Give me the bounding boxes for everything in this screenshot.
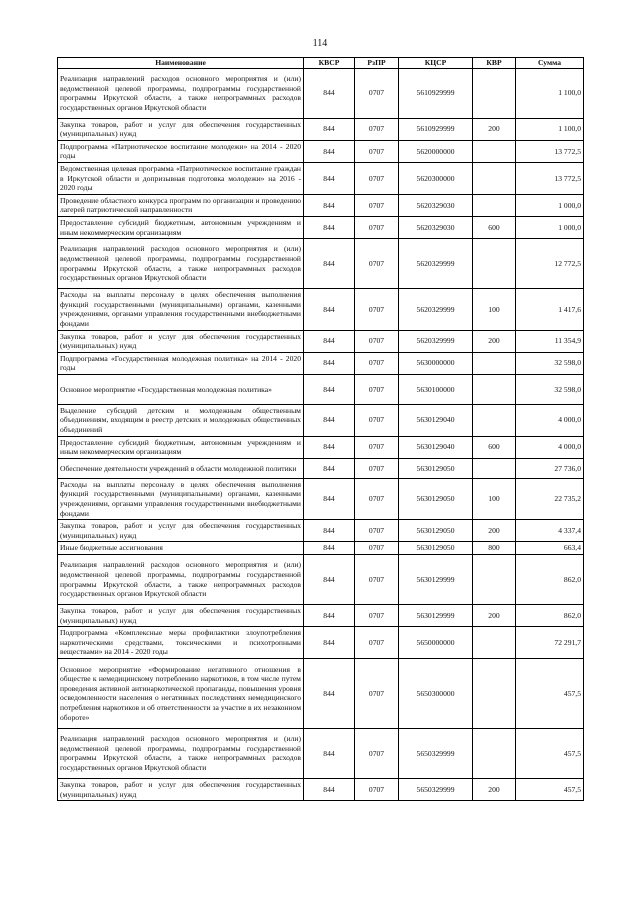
row-kcsr-cell: 5650000000 <box>399 627 473 659</box>
row-kvr-cell <box>473 728 516 778</box>
row-rzpr-cell: 0707 <box>355 118 399 140</box>
row-kvr-cell <box>473 140 516 162</box>
table-row <box>58 542 584 555</box>
budget-table-container <box>57 57 583 801</box>
row-name-cell: Предоставление субсидий бюджетным, автономным учреждениям и иным некоммерческим организациям <box>58 436 304 458</box>
table-row <box>58 289 584 330</box>
row-name-cell: Закупка товаров, работ и услуг для обеспечения государственных (муниципальных) нужд <box>58 605 304 627</box>
row-kvr-cell: 200 <box>473 330 516 352</box>
row-rzpr-cell: 0707 <box>355 520 399 542</box>
row-kvsr-cell: 844 <box>304 404 355 436</box>
row-sum-cell: 4 000,0 <box>516 404 584 436</box>
row-kvsr-cell: 844 <box>304 658 355 728</box>
row-name-cell: Подпрограмма «Патриотическое воспитание молодежи» на 2014 - 2020 годы <box>58 140 304 162</box>
row-sum-cell: 457,5 <box>516 658 584 728</box>
row-name-cell: Предоставление субсидий бюджетным, автономным учреждениям и иным некоммерческим организациям <box>58 216 304 238</box>
row-name-cell: Реализация направлений расходов основного мероприятия и (или) ведомственной целевой программы, подпрограммы государственной программы Иркутской области, а также непрограммных расходов государственных органов Иркутской области <box>58 68 304 118</box>
row-rzpr-cell: 0707 <box>355 162 399 194</box>
row-kvr-cell: 600 <box>473 436 516 458</box>
row-sum-cell: 72 291,7 <box>516 627 584 659</box>
row-name-cell: Закупка товаров, работ и услуг для обеспечения государственных (муниципальных) нужд <box>58 520 304 542</box>
row-rzpr-cell: 0707 <box>355 330 399 352</box>
table-row <box>58 478 584 519</box>
row-kvr-cell: 200 <box>473 520 516 542</box>
table-row <box>58 216 584 238</box>
row-name-cell: Основное мероприятие «Государственная молодежная политика» <box>58 374 304 404</box>
row-kvsr-cell: 844 <box>304 68 355 118</box>
row-kvsr-cell: 844 <box>304 330 355 352</box>
header-kcsr: КЦСР <box>399 58 473 69</box>
row-kvsr-cell: 844 <box>304 520 355 542</box>
row-rzpr-cell: 0707 <box>355 374 399 404</box>
row-name-cell: Обеспечение деятельности учреждений в области молодежной политики <box>58 458 304 478</box>
row-name-cell: Подпрограмма «Комплексные меры профилактики злоупотребления наркотическими средствами, токсическими и психотропными веществами» на 2014 - 2020 годы <box>58 627 304 659</box>
row-kvsr-cell: 844 <box>304 478 355 519</box>
row-kvr-cell: 100 <box>473 289 516 330</box>
row-kvr-cell: 100 <box>473 478 516 519</box>
row-kcsr-cell: 5630000000 <box>399 352 473 374</box>
row-rzpr-cell: 0707 <box>355 658 399 728</box>
row-name-cell: Закупка товаров, работ и услуг для обеспечения государственных (муниципальных) нужд <box>58 330 304 352</box>
row-kcsr-cell: 5630129050 <box>399 478 473 519</box>
table-row <box>58 605 584 627</box>
row-kcsr-cell: 5620329030 <box>399 194 473 216</box>
row-rzpr-cell: 0707 <box>355 778 399 800</box>
table-row <box>58 520 584 542</box>
row-kvsr-cell: 844 <box>304 352 355 374</box>
row-sum-cell: 27 736,0 <box>516 458 584 478</box>
header-kvsr: КВСР <box>304 58 355 69</box>
table-row <box>58 658 584 728</box>
table-row <box>58 239 584 289</box>
table-row <box>58 352 584 374</box>
table-header-row <box>58 58 584 69</box>
row-kcsr-cell: 5630129050 <box>399 520 473 542</box>
row-kcsr-cell: 5630129999 <box>399 555 473 605</box>
row-rzpr-cell: 0707 <box>355 352 399 374</box>
row-kcsr-cell: 5630129050 <box>399 542 473 555</box>
row-kvr-cell: 200 <box>473 778 516 800</box>
row-sum-cell: 457,5 <box>516 728 584 778</box>
row-sum-cell: 32 598,0 <box>516 352 584 374</box>
row-kcsr-cell: 5610929999 <box>399 118 473 140</box>
row-sum-cell: 22 735,2 <box>516 478 584 519</box>
row-name-cell: Реализация направлений расходов основного мероприятия и (или) ведомственной целевой программы, подпрограммы государственной программы Иркутской области, а также непрограммных расходов государственных органов Иркутской области <box>58 728 304 778</box>
row-kvsr-cell: 844 <box>304 289 355 330</box>
row-name-cell: Закупка товаров, работ и услуг для обеспечения государственных (муниципальных) нужд <box>58 118 304 140</box>
row-kcsr-cell: 5620329999 <box>399 330 473 352</box>
row-sum-cell: 457,5 <box>516 778 584 800</box>
row-name-cell: Закупка товаров, работ и услуг для обеспечения государственных (муниципальных) нужд <box>58 778 304 800</box>
row-kvsr-cell: 844 <box>304 458 355 478</box>
table-row <box>58 627 584 659</box>
row-kvr-cell: 200 <box>473 605 516 627</box>
row-rzpr-cell: 0707 <box>355 404 399 436</box>
row-kvsr-cell: 844 <box>304 162 355 194</box>
table-row <box>58 778 584 800</box>
table-row <box>58 436 584 458</box>
row-kvr-cell <box>473 239 516 289</box>
row-rzpr-cell: 0707 <box>355 216 399 238</box>
row-kcsr-cell: 5620000000 <box>399 140 473 162</box>
row-kvr-cell <box>473 627 516 659</box>
row-kvsr-cell: 844 <box>304 555 355 605</box>
table-body <box>58 68 584 801</box>
row-kvsr-cell: 844 <box>304 118 355 140</box>
row-rzpr-cell: 0707 <box>355 555 399 605</box>
row-kcsr-cell: 5630100000 <box>399 374 473 404</box>
row-rzpr-cell: 0707 <box>355 627 399 659</box>
row-rzpr-cell: 0707 <box>355 68 399 118</box>
row-kvr-cell <box>473 374 516 404</box>
row-sum-cell: 12 772,5 <box>516 239 584 289</box>
row-kvsr-cell: 844 <box>304 216 355 238</box>
row-kcsr-cell: 5650300000 <box>399 658 473 728</box>
row-name-cell: Проведение областного конкурса программ по организации и проведению лагерей патриотической направленности <box>58 194 304 216</box>
row-sum-cell: 11 354,9 <box>516 330 584 352</box>
table-row <box>58 194 584 216</box>
row-name-cell: Основное мероприятие «Формирование негативного отношения в обществе к немедицинскому потреблению наркотиков, в том числе путем проведения активной антинаркотической пропаганды, повышения уровня осведомленности населения о негативных последствиях немедицинского потребления наркотиков и об ответственности за участие в их незаконном обороте» <box>58 658 304 728</box>
row-kvsr-cell: 844 <box>304 239 355 289</box>
row-kvr-cell <box>473 458 516 478</box>
row-name-cell: Реализация направлений расходов основного мероприятия и (или) ведомственной целевой программы, подпрограммы государственной программы Иркутской области, а также непрограммных расходов государственных органов Иркутской области <box>58 239 304 289</box>
row-rzpr-cell: 0707 <box>355 728 399 778</box>
row-rzpr-cell: 0707 <box>355 194 399 216</box>
table-row <box>58 458 584 478</box>
row-rzpr-cell: 0707 <box>355 436 399 458</box>
row-kcsr-cell: 5620300000 <box>399 162 473 194</box>
table-row <box>58 330 584 352</box>
table-row <box>58 118 584 140</box>
row-name-cell: Выделение субсидий детским и молодежным общественным объединениям, входящим в реестр детских и молодежных общественных объединений <box>58 404 304 436</box>
table-row <box>58 404 584 436</box>
row-sum-cell: 1 417,6 <box>516 289 584 330</box>
row-kcsr-cell: 5630129999 <box>399 605 473 627</box>
row-rzpr-cell: 0707 <box>355 140 399 162</box>
row-kvr-cell <box>473 162 516 194</box>
row-sum-cell: 13 772,5 <box>516 140 584 162</box>
row-kvr-cell: 800 <box>473 542 516 555</box>
row-kvr-cell <box>473 352 516 374</box>
row-kvsr-cell: 844 <box>304 436 355 458</box>
budget-table <box>57 57 584 801</box>
row-name-cell: Расходы на выплаты персоналу в целях обеспечения выполнения функций государственными (муниципальными) органами, казенными учреждениями, органами управления государственными внебюджетными фондами <box>58 478 304 519</box>
row-kvr-cell <box>473 555 516 605</box>
row-sum-cell: 1 100,0 <box>516 118 584 140</box>
row-kvsr-cell: 844 <box>304 140 355 162</box>
row-kcsr-cell: 5650329999 <box>399 728 473 778</box>
row-kvsr-cell: 844 <box>304 374 355 404</box>
header-kvr: КВР <box>473 58 516 69</box>
page-number: 114 <box>312 38 328 49</box>
table-row <box>58 555 584 605</box>
header-rzpr: РзПР <box>355 58 399 69</box>
row-kcsr-cell: 5630129050 <box>399 458 473 478</box>
row-kvr-cell: 600 <box>473 216 516 238</box>
row-kcsr-cell: 5630129040 <box>399 404 473 436</box>
row-rzpr-cell: 0707 <box>355 289 399 330</box>
row-name-cell: Иные бюджетные ассигнования <box>58 542 304 555</box>
row-kvsr-cell: 844 <box>304 778 355 800</box>
row-kvsr-cell: 844 <box>304 627 355 659</box>
row-sum-cell: 4 337,4 <box>516 520 584 542</box>
row-name-cell: Расходы на выплаты персоналу в целях обеспечения выполнения функций государственными (муниципальными) органами, казенными учреждениями, органами управления государственными внебюджетными фондами <box>58 289 304 330</box>
row-kvsr-cell: 844 <box>304 194 355 216</box>
row-kcsr-cell: 5620329999 <box>399 289 473 330</box>
row-sum-cell: 1 000,0 <box>516 194 584 216</box>
row-sum-cell: 1 000,0 <box>516 216 584 238</box>
row-name-cell: Реализация направлений расходов основного мероприятия и (или) ведомственной целевой программы, подпрограммы государственной программы Иркутской области, а также непрограммных расходов государственных органов Иркутской области <box>58 555 304 605</box>
row-kvr-cell <box>473 68 516 118</box>
row-kvsr-cell: 844 <box>304 728 355 778</box>
row-kvr-cell <box>473 404 516 436</box>
row-sum-cell: 32 598,0 <box>516 374 584 404</box>
header-sum: Сумма <box>516 58 584 69</box>
row-rzpr-cell: 0707 <box>355 542 399 555</box>
row-rzpr-cell: 0707 <box>355 478 399 519</box>
row-kcsr-cell: 5650329999 <box>399 778 473 800</box>
row-sum-cell: 862,0 <box>516 605 584 627</box>
row-kcsr-cell: 5630129040 <box>399 436 473 458</box>
row-sum-cell: 862,0 <box>516 555 584 605</box>
row-name-cell: Подпрограмма «Государственная молодежная политика» на 2014 - 2020 годы <box>58 352 304 374</box>
row-kvsr-cell: 844 <box>304 605 355 627</box>
row-kvr-cell <box>473 658 516 728</box>
row-kcsr-cell: 5620329999 <box>399 239 473 289</box>
header-name: Наименование <box>58 58 304 69</box>
row-rzpr-cell: 0707 <box>355 458 399 478</box>
table-row <box>58 728 584 778</box>
row-rzpr-cell: 0707 <box>355 605 399 627</box>
row-kcsr-cell: 5620329030 <box>399 216 473 238</box>
row-kvr-cell <box>473 194 516 216</box>
row-sum-cell: 663,4 <box>516 542 584 555</box>
table-row <box>58 374 584 404</box>
table-row <box>58 162 584 194</box>
table-row <box>58 68 584 118</box>
row-name-cell: Ведомственная целевая программа «Патриотическое воспитание граждан в Иркутской области и допризывная подготовка молодежи» на 2016 - 2020 годы <box>58 162 304 194</box>
table-row <box>58 140 584 162</box>
row-sum-cell: 13 772,5 <box>516 162 584 194</box>
row-kvsr-cell: 844 <box>304 542 355 555</box>
row-rzpr-cell: 0707 <box>355 239 399 289</box>
row-sum-cell: 1 100,0 <box>516 68 584 118</box>
row-kcsr-cell: 5610929999 <box>399 68 473 118</box>
row-sum-cell: 4 000,0 <box>516 436 584 458</box>
row-kvr-cell: 200 <box>473 118 516 140</box>
